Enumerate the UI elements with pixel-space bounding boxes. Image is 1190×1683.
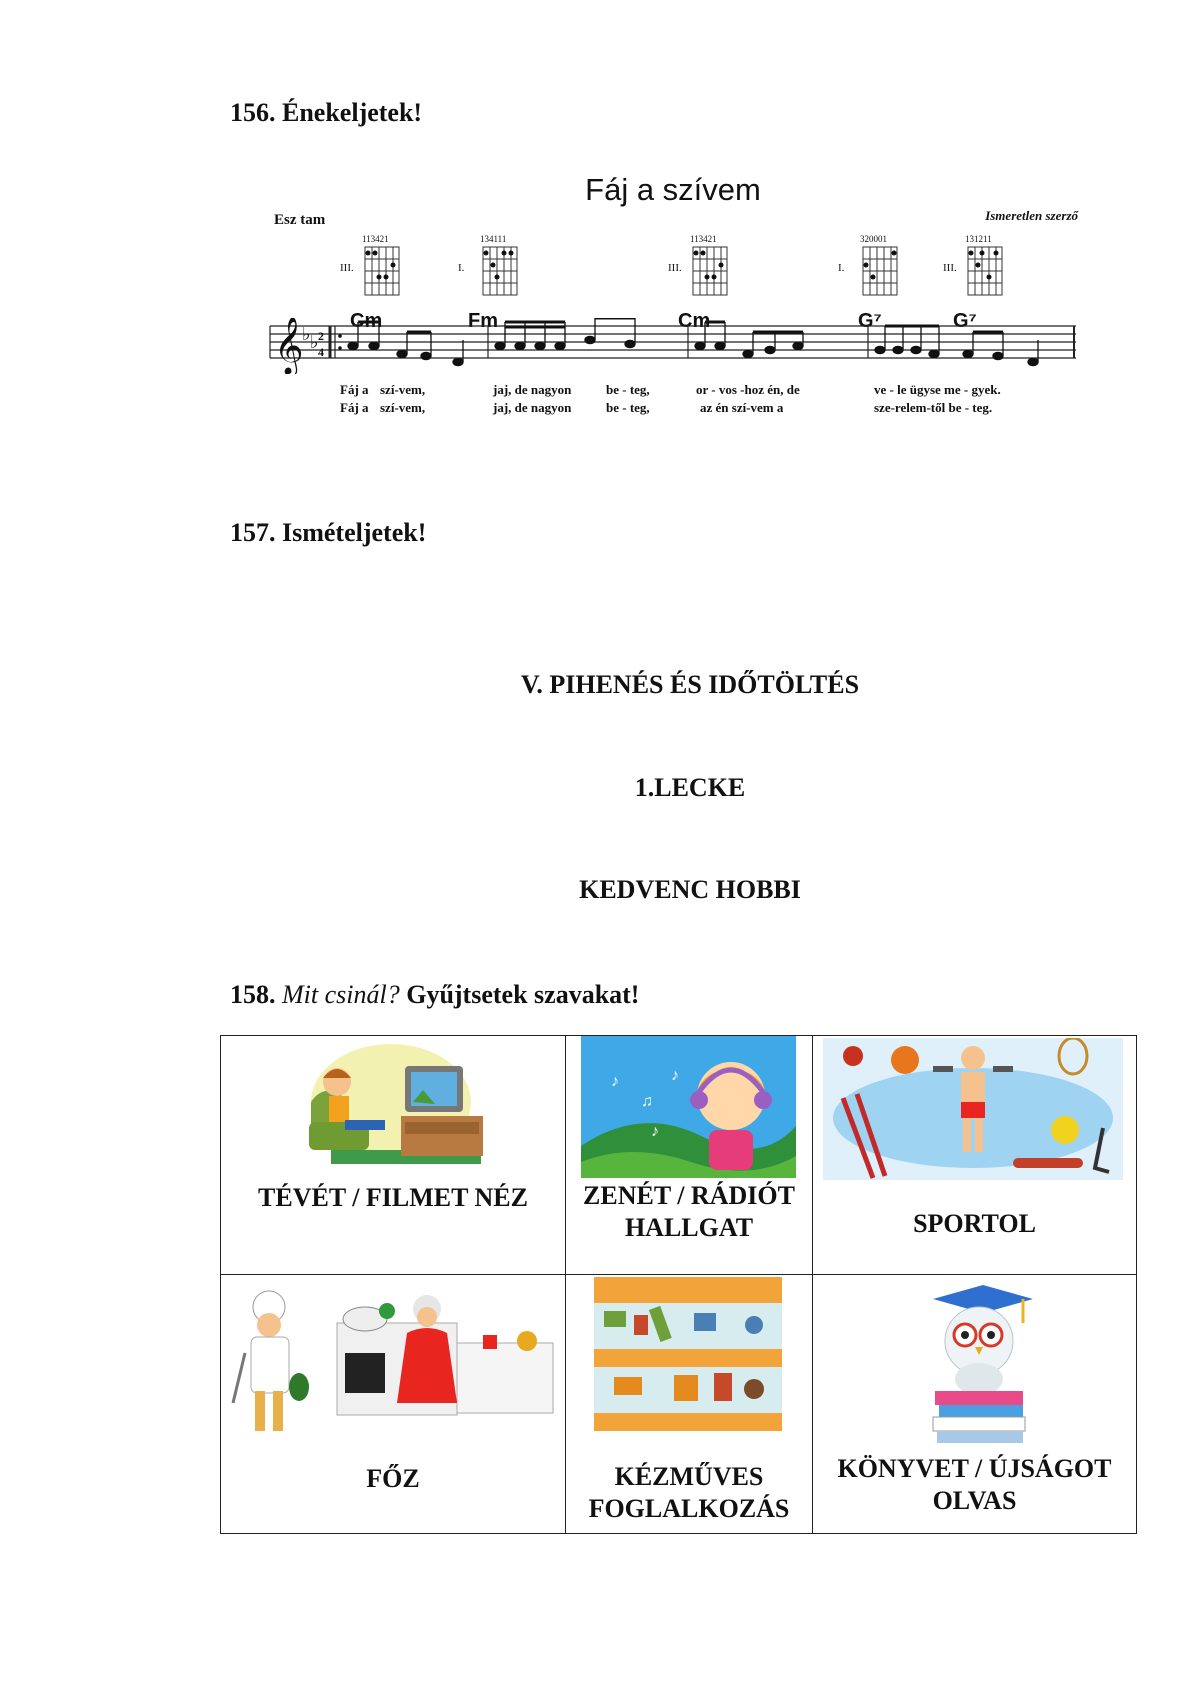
lyric-syllable: jaj, de nagyon — [493, 382, 572, 397]
lyric-syllable: be - teg, — [606, 400, 650, 415]
chord-name: Cm — [678, 310, 711, 332]
lyric-syllable: be - teg, — [606, 382, 650, 397]
chord-grid-icon — [967, 246, 1003, 296]
exercise-question: Mit csinál? — [282, 980, 400, 1009]
lyric-syllable: szí-vem, — [380, 382, 426, 397]
svg-text:♪: ♪ — [611, 1073, 619, 1090]
chord-name: G⁷ — [858, 310, 882, 332]
chord-fret: III. — [340, 262, 354, 274]
lyric-syllable: Fáj a — [340, 382, 369, 397]
activities-table — [220, 1035, 1137, 1534]
music-listening-icon — [581, 1036, 796, 1178]
chord-name: Cm — [350, 310, 383, 332]
chord-fret: III. — [943, 262, 957, 274]
lyric-syllable: ve - le ügyse me - gyek. — [874, 382, 1001, 397]
chord-grid-icon — [692, 246, 728, 296]
song-title: Fáj a szívem — [585, 172, 761, 207]
lyric-syllable: Fáj a — [340, 400, 369, 415]
chord-name: G⁷ — [953, 310, 977, 332]
chord-fret: I. — [458, 262, 465, 274]
crafts-icon — [594, 1277, 782, 1431]
chord-fingering: 113421 — [690, 234, 717, 244]
chord-fingering: 113421 — [362, 234, 389, 244]
lyric-syllable: szí-vem, — [380, 400, 426, 415]
lyric-syllable: az én szí-vem a — [700, 400, 784, 415]
activity-cell — [566, 1275, 813, 1534]
exercise-instruction: Énekeljetek! — [282, 98, 423, 127]
exercise-instruction: Ismételjetek! — [282, 518, 427, 547]
chapter-title: V. PIHENÉS ÉS IDŐTÖLTÉS — [520, 670, 860, 699]
chord-fingering: 134111 — [480, 234, 507, 244]
song-sheet — [268, 160, 1078, 420]
song-tempo: Esz tam — [274, 212, 326, 228]
svg-text:♭: ♭ — [310, 332, 319, 352]
activity-caption: KÉZMŰVES FOGLALKOZÁS — [588, 1462, 790, 1523]
exercise-instruction: Gyűjtsetek szavakat! — [406, 980, 640, 1009]
table-row — [221, 1036, 1137, 1275]
svg-text:♪: ♪ — [651, 1123, 659, 1140]
svg-text:♪: ♪ — [671, 1067, 679, 1084]
activity-cell — [813, 1275, 1137, 1534]
music-staff — [268, 318, 1078, 374]
chord-fingering: 320001 — [860, 234, 887, 244]
owl-books-icon — [913, 1281, 1043, 1447]
lyric-syllable: jaj, de nagyon — [493, 400, 572, 415]
activity-cell — [566, 1036, 813, 1275]
exercise-number: 157. — [230, 518, 276, 547]
flat-icon: ♭ — [302, 324, 311, 344]
chord-fingering: 131211 — [965, 234, 992, 244]
activity-caption: SPORTOL — [913, 1209, 1036, 1238]
sports-equipment-icon — [823, 1038, 1123, 1180]
cooking-icon — [227, 1283, 557, 1443]
chord-name: Fm — [468, 310, 498, 332]
chord-fret: III. — [668, 262, 682, 274]
topic-title: KEDVENC HOBBI — [579, 875, 801, 904]
chord-fret: I. — [838, 262, 845, 274]
treble-clef-icon: 𝄞 — [274, 318, 304, 374]
exercise-number: 158. — [230, 980, 276, 1009]
chord-grid-icon — [364, 246, 400, 296]
svg-text:2: 2 — [318, 329, 324, 343]
exercise-156-heading — [230, 98, 422, 128]
table-row — [221, 1275, 1137, 1534]
tv-watching-icon — [301, 1042, 491, 1170]
svg-text:♫: ♫ — [641, 1093, 653, 1110]
lyric-syllable: or - vos -hoz én, de — [696, 382, 800, 397]
chord-grid-icon — [482, 246, 518, 296]
chord-grid-icon — [862, 246, 898, 296]
svg-text:4: 4 — [318, 345, 324, 359]
exercise-157-heading — [230, 518, 426, 548]
activity-caption: ZENÉT / RÁDIÓT HALLGAT — [583, 1181, 795, 1242]
exercise-number: 156. — [230, 98, 276, 127]
song-composer: Ismeretlen szerző — [985, 208, 1078, 223]
activity-caption: TÉVÉT / FILMET NÉZ — [258, 1183, 528, 1212]
activity-cell — [221, 1275, 566, 1534]
lyric-syllable: sze-relem-től be - teg. — [874, 400, 993, 415]
lesson-title: 1.LECKE — [634, 773, 746, 802]
activity-cell — [221, 1036, 566, 1275]
activity-cell — [813, 1036, 1137, 1275]
activity-caption: KÖNYVET / ÚJSÁGOT OLVAS — [837, 1454, 1112, 1515]
exercise-158-heading — [230, 980, 639, 1010]
activity-caption: FŐZ — [366, 1464, 420, 1493]
